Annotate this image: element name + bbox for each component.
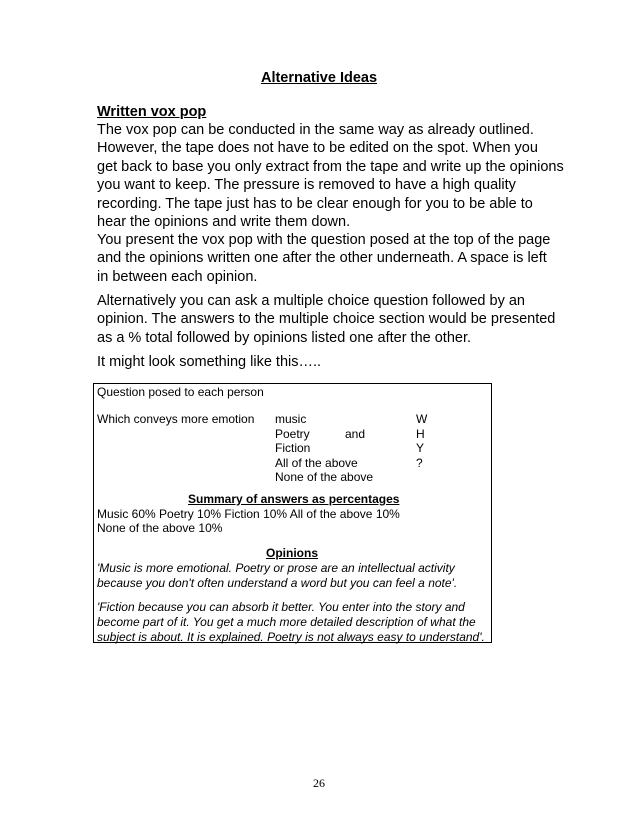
opinion-line: because you don't often understand a word but you can feel a note'. [97, 576, 458, 590]
paragraph-method [97, 121, 564, 231]
option-and: and [345, 426, 366, 441]
page-title: Alternative Ideas [260, 70, 378, 86]
summary-line: Music 60% Poetry 10% Fiction 10% All of the above 10% [97, 506, 400, 521]
paragraph-line: opinion. The answers to the multiple choice section would be presented [97, 311, 556, 328]
option-music: music [275, 412, 307, 426]
paragraph-line: The vox pop can be conducted in the same way as already outlined. [97, 122, 534, 138]
paragraph-line: It might look something like this….. [97, 354, 322, 370]
paragraph-line: hear the opinions and write them down. [97, 214, 351, 231]
option-all: All of the above [275, 455, 358, 470]
paragraph-line: recording. The tape just has to be clear enough for you to be able to [97, 195, 533, 212]
opinion-line: become part of it. You get a much more detailed description of what the [97, 615, 476, 629]
paragraph-line: Alternatively you can ask a multiple choice question followed by an [97, 293, 525, 309]
why-letter: W [416, 412, 428, 426]
paragraph-line: get back to base you only extract from the tape and write up the opinions [97, 158, 564, 175]
example-intro: Question posed to each person [97, 385, 264, 399]
opinion-line: subject is about. It is explained. Poetry is not always easy to understand'. [97, 630, 485, 644]
paragraph-line: You present the vox pop with the question posed at the top of the page [97, 232, 551, 248]
why-letter: Y [416, 441, 425, 456]
option-fiction: Fiction [275, 441, 311, 456]
paragraph-multiple-choice [97, 292, 557, 347]
paragraph-line: you want to keep. The pressure is removed to have a high quality [97, 177, 516, 194]
paragraph-presentation [97, 231, 557, 286]
paragraph-line: However, the tape does not have to be edited on the spot. When you [97, 140, 538, 157]
paragraph-line: in between each opinion. [97, 268, 258, 285]
section-heading: Written vox pop [97, 104, 207, 120]
why-letter: ? [416, 455, 423, 470]
option-poetry: Poetry [275, 426, 310, 441]
opinions-heading: Opinions [266, 546, 318, 560]
example-question: Which conveys more emotion [97, 412, 255, 426]
opinion-line: 'Music is more emotional. Poetry or prose are an intellectual activity [97, 561, 455, 575]
opinion-line: 'Fiction because you can absorb it better. You enter into the story and [97, 600, 465, 614]
summary-line: None of the above 10% [97, 521, 223, 536]
paragraph-line: as a % total followed by opinions listed one after the other. [97, 329, 472, 346]
option-none: None of the above [275, 470, 374, 485]
paragraph-line: and the opinions written one after the other underneath. A space is left [97, 250, 547, 267]
page-number: 26 [313, 776, 325, 790]
summary-heading: Summary of answers as percentages [188, 492, 400, 506]
paragraph-example-intro [97, 353, 557, 371]
why-letter: H [416, 426, 425, 441]
